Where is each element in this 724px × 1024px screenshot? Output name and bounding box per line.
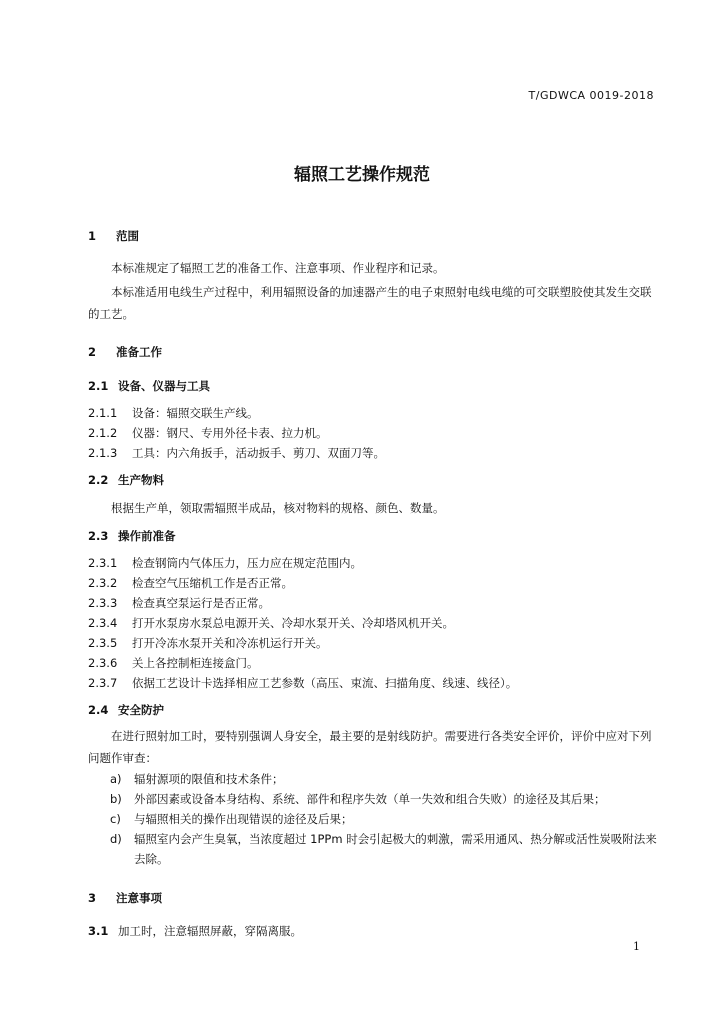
- list-item: 2.1.2 仪器：钢尺、专用外径卡表、拉力机。: [88, 426, 328, 440]
- list-item: 2.3.6 关上各控制柜连接盒门。: [88, 656, 259, 670]
- list-item: 2.1.1 设备：辐照交联生产线。: [88, 406, 259, 420]
- list-item: 2.1.3 工具：内六角扳手，活动扳手、剪刀、双面刀等。: [88, 446, 385, 460]
- document-title: 辐照工艺操作规范: [294, 165, 430, 185]
- paragraph: 在进行照射加工时，要特别强调人身安全，最主要的是射线防护。需要进行各类安全评价，评价中应对下列问题作审查：: [88, 729, 652, 765]
- subsection-heading: 2.3 操作前准备: [88, 529, 176, 543]
- list-item: c) 与辐照相关的操作出现错误的途径及后果；: [110, 812, 353, 826]
- section-heading: 1 范围: [88, 229, 139, 243]
- section-heading: 2 准备工作: [88, 345, 162, 359]
- paragraph: 本标准规定了辐照工艺的准备工作、注意事项、作业程序和记录。: [111, 261, 445, 275]
- list-item: a) 辐射源项的限值和技术条件；: [110, 772, 284, 786]
- paragraph: 根据生产单，领取需辐照半成品，核对物料的规格、颜色、数量。: [111, 501, 445, 515]
- list-item: 3.1 加工时，注意辐照屏蔽，穿隔离服。: [88, 924, 302, 938]
- list-item: 2.3.3 检查真空泵运行是否正常。: [88, 596, 270, 610]
- list-item: 2.3.1 检查钢筒内气体压力，压力应在规定范围内。: [88, 556, 362, 570]
- list-item: 2.3.4 打开水泵房水泵总电源开关、冷却水泵开关、冷却塔风机开关。: [88, 616, 454, 630]
- subsection-heading: 2.4 安全防护: [88, 703, 164, 717]
- subsection-heading: 2.1 设备、仪器与工具: [88, 379, 210, 393]
- standard-code: T/GDWCA 0019-2018: [528, 89, 654, 102]
- list-item: 2.3.2 检查空气压缩机工作是否正常。: [88, 576, 293, 590]
- list-item: 2.3.7 依据工艺设计卡选择相应工艺参数（高压、束流、扫描角度、线速、线径）。: [88, 676, 518, 690]
- subsection-heading: 2.2 生产物料: [88, 473, 164, 487]
- section-heading: 3 注意事项: [88, 891, 162, 905]
- list-item: b) 外部因素或设备本身结构、系统、部件和程序失效（单一失效和组合失败）的途径及其后果；: [110, 792, 606, 806]
- page-number: 1: [633, 940, 640, 953]
- list-item: 2.3.5 打开冷冻水泵开关和冷冻机运行开关。: [88, 636, 328, 650]
- paragraph: 本标准适用电线生产过程中，利用辐照设备的加速器产生的电子束照射电线电缆的可交联塑胶使其发生交联的工艺。: [88, 285, 652, 321]
- list-item: d) 辐照室内会产生臭氧，当浓度超过 1PPm 时会引起极大的刺激，需采用通风、热分解或活性炭吸附法来去除。: [110, 832, 657, 866]
- document-body: [88, 217, 658, 941]
